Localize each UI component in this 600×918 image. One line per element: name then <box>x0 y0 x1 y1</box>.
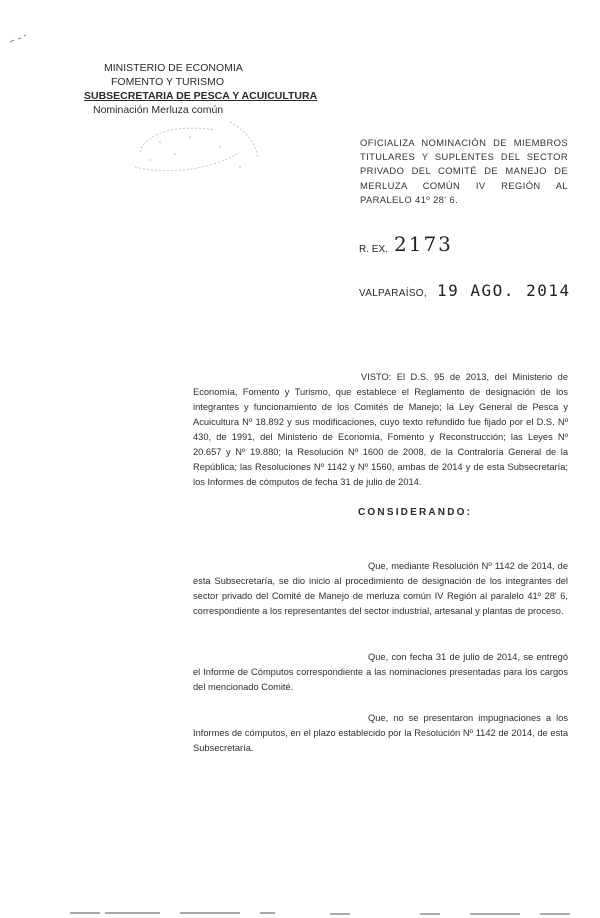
ministry-subtitle: FOMENTO Y TURISMO <box>111 76 224 88</box>
ministry-name: MINISTERIO DE ECONOMIA <box>104 62 243 74</box>
resolution-number: 2173 <box>394 232 453 256</box>
subsecretaria-name: SUBSECRETARIA DE PESCA Y ACUICULTURA <box>84 90 318 102</box>
considerando-paragraph-1: Que, mediante Resolución Nº 1142 de 2014, de esta Subsecretaría, se dio inicio al procedimiento de designación de los integrantes del sector privado del Comité de Manejo de merluza común IV Región al paralelo 41º 28' 6, correspondiente a los representantes del sector industrial, artesanal y plantas de proceso. <box>193 561 568 617</box>
considerando-paragraph-3: Que, no se presentaron impugnaciones a los Informes de cómputos, en el plazo establecido por la Resolución Nº 1142 de 2014, de esta Subsecretaría. <box>193 713 568 754</box>
scan-mark <box>8 30 48 50</box>
footer-scan-artifacts <box>0 908 600 918</box>
resolution-subject: OFICIALIZA NOMINACIÓN DE MIEMBROS TITULARES Y SUPLENTES DEL SECTOR PRIVADO DEL COMITÉ DE MANEJO DE MERLUZA COMÚN IV REGIÓN AL PARALELO 41º 28' 6. <box>360 137 568 205</box>
reference-label: Nominación Merluza común <box>93 104 224 116</box>
faded-stamp <box>120 112 270 182</box>
place-label: VALPARAÍSO, <box>359 288 427 299</box>
considerando-heading: CONSIDERANDO: <box>358 507 473 518</box>
resolution-prefix: R. EX. <box>359 244 388 255</box>
resolution-date: 19 AGO. 2014 <box>437 281 571 300</box>
visto-paragraph: VISTO: El D.S. 95 de 2013, del Ministerio de Economía, Fomento y Turismo, que establece el Reglamento de designación de los integrantes y funcionamiento de los Comités de Manejo; la Ley General de Pesca y Acuicultura Nº 18.892 y sus modificaciones, cuyo texto refundido fue fijado por el D.S. Nº 430, de 1991, del Ministerio de Economía, Fomento y Reconstrucción; las Leyes Nº 20.657 y Nº 19.880; la Resolución Nº 1600 de 2008, de la Contraloría General de la República; las Resoluciones Nº 1142 y Nº 1560, ambas de 2014 y de esta Subsecretaría; los Informes de cómputos de fecha 31 de julio de 2014. <box>193 372 568 488</box>
considerando-paragraph-2: Que, con fecha 31 de julio de 2014, se entregó el Informe de Cómputos correspondiente a las nominaciones presentadas para los cargos del mencionado Comité. <box>193 652 568 693</box>
